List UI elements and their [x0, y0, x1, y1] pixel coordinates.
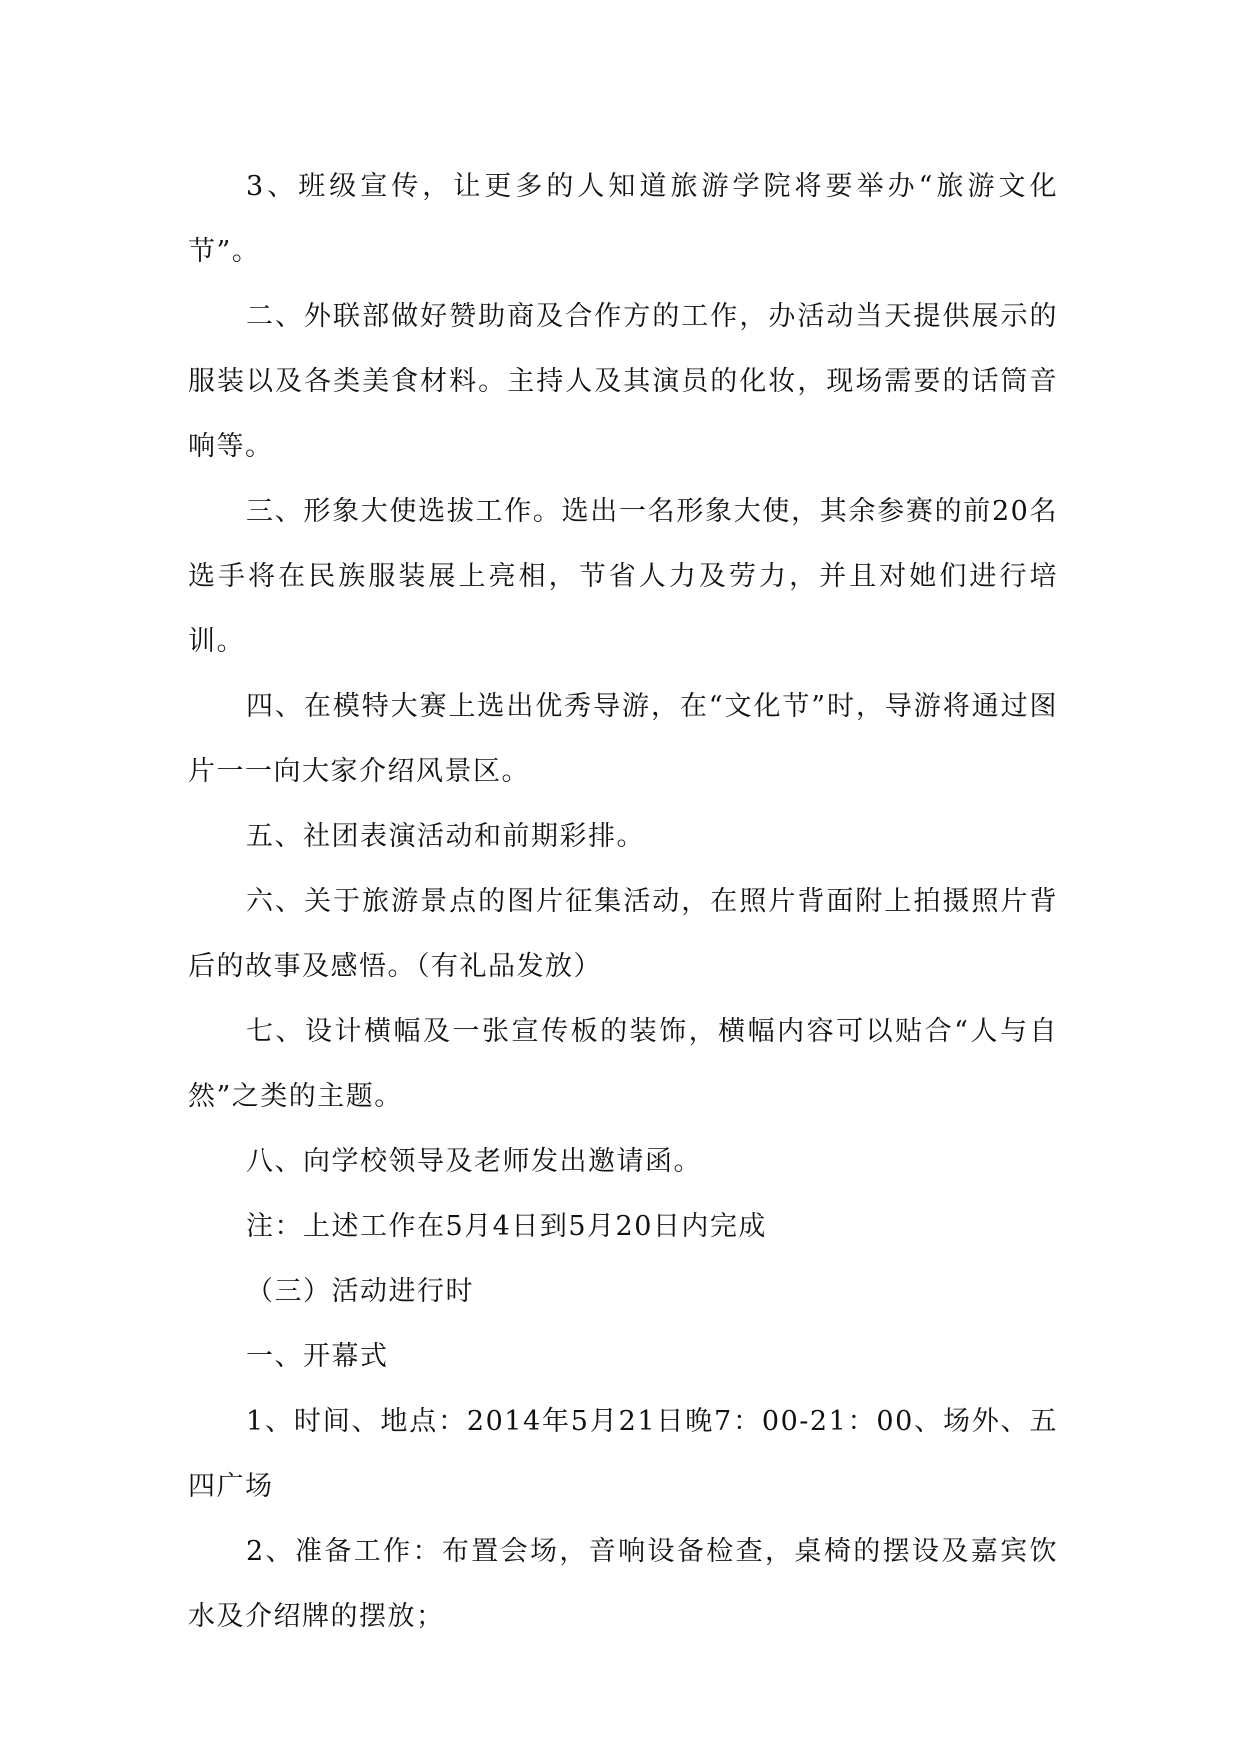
paragraph-club-performance: 五、社团表演活动和前期彩排。 [246, 821, 645, 852]
paragraph-external-relations: 二、外联部做好赞助商及合作方的工作，办活动当天提供展示的服装以及各类美食材料。主持人及其演员的化妆，现场需要的话筒音响等。 [188, 301, 1058, 462]
document-body [188, 154, 1058, 1649]
paragraph-class-promotion: 3、班级宣传，让更多的人知道旅游学院将要举办“旅游文化节”。 [188, 171, 1058, 267]
paragraph-ambassador-selection: 三、形象大使选拔工作。选出一名形象大使，其余参赛的前20名选手将在民族服装展上亮相，节省人力及劳力，并且对她们进行培训。 [188, 496, 1058, 657]
paragraph-invitations: 八、向学校领导及老师发出邀请函。 [246, 1146, 702, 1177]
section-heading-in-progress: （三）活动进行时 [246, 1276, 474, 1307]
paragraph-guide-selection: 四、在模特大赛上选出优秀导游，在“文化节”时，导游将通过图片一一向大家介绍风景区。 [188, 691, 1058, 787]
subheading-opening-ceremony: 一、开幕式 [246, 1341, 389, 1372]
paragraph-preparation: 2、准备工作：布置会场，音响设备检查，桌椅的摆设及嘉宾饮水及介绍牌的摆放； [188, 1536, 1058, 1632]
paragraph-photo-collection: 六、关于旅游景点的图片征集活动，在照片背面附上拍摄照片背后的故事及感悟。（有礼品发放） [188, 886, 1058, 982]
paragraph-note: 注：上述工作在5月4日到5月20日内完成 [246, 1211, 767, 1242]
paragraph-banner-design: 七、设计横幅及一张宣传板的装饰，横幅内容可以贴合“人与自然”之类的主题。 [188, 1016, 1058, 1112]
paragraph-time-location: 1、时间、地点：2014年5月21日晚7：00-21：00、场外、五四广场 [188, 1406, 1058, 1502]
